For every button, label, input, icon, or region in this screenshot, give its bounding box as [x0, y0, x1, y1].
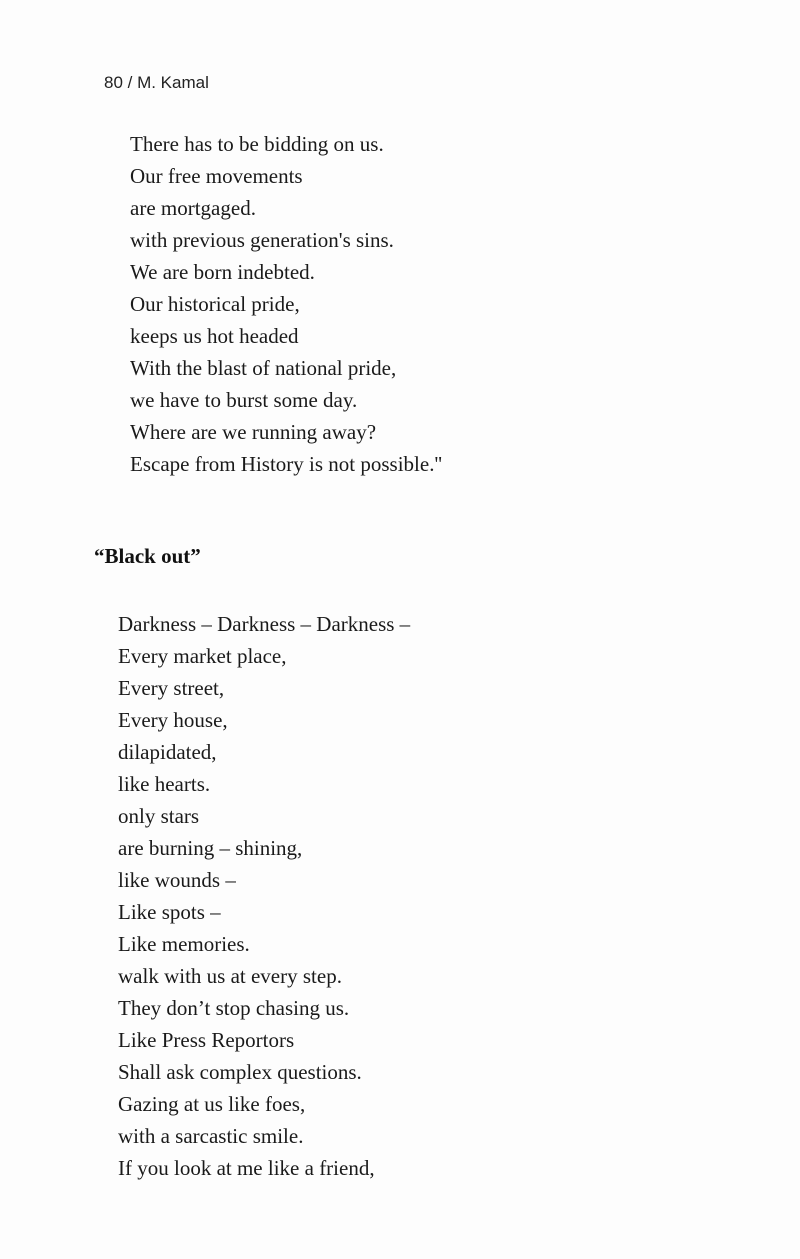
poem-line: keeps us hot headed — [130, 324, 299, 348]
poem-line: we have to burst some day. — [130, 388, 358, 412]
running-head: 80 / M. Kamal — [104, 73, 209, 92]
poem-line: Every market place, — [118, 644, 287, 668]
poem-line: They don’t stop chasing us. — [118, 996, 350, 1020]
poem-body — [118, 608, 410, 1184]
poem-line: Every house, — [118, 708, 228, 732]
poem-line: We are born indebted. — [130, 260, 315, 284]
poem-line: with a sarcastic smile. — [118, 1124, 304, 1148]
poem-line: with previous generation's sins. — [130, 228, 394, 252]
poem-line: Our free movements — [130, 164, 303, 188]
poem-title: “Black out” — [94, 544, 201, 568]
poem-line: walk with us at every step. — [118, 964, 342, 988]
poem-line: Like Press Reportors — [118, 1028, 295, 1052]
poem-line: Our historical pride, — [130, 292, 300, 316]
poem-line: Escape from History is not possible.'' — [130, 452, 443, 476]
poem-line: are mortgaged. — [130, 196, 256, 220]
poem-line: like wounds – — [118, 868, 236, 892]
previous-poem-ending — [130, 128, 442, 480]
poem-line: Like memories. — [118, 932, 250, 956]
poem-line: Every street, — [118, 676, 225, 700]
poem-line: If you look at me like a friend, — [118, 1156, 375, 1180]
poem-line: like hearts. — [118, 772, 211, 796]
poem-line: are burning – shining, — [118, 836, 303, 860]
poem-line: Shall ask complex questions. — [118, 1060, 362, 1084]
poem-line: Like spots – — [118, 900, 221, 924]
poem-line: Gazing at us like foes, — [118, 1092, 306, 1116]
poem-line: There has to be bidding on us. — [130, 132, 384, 156]
poem-line: dilapidated, — [118, 740, 217, 764]
poem-line: Where are we running away? — [130, 420, 377, 444]
poem-line: With the blast of national pride, — [130, 356, 397, 380]
poem-line: only stars — [118, 804, 200, 828]
poem-line: Darkness – Darkness – Darkness – — [118, 612, 411, 636]
